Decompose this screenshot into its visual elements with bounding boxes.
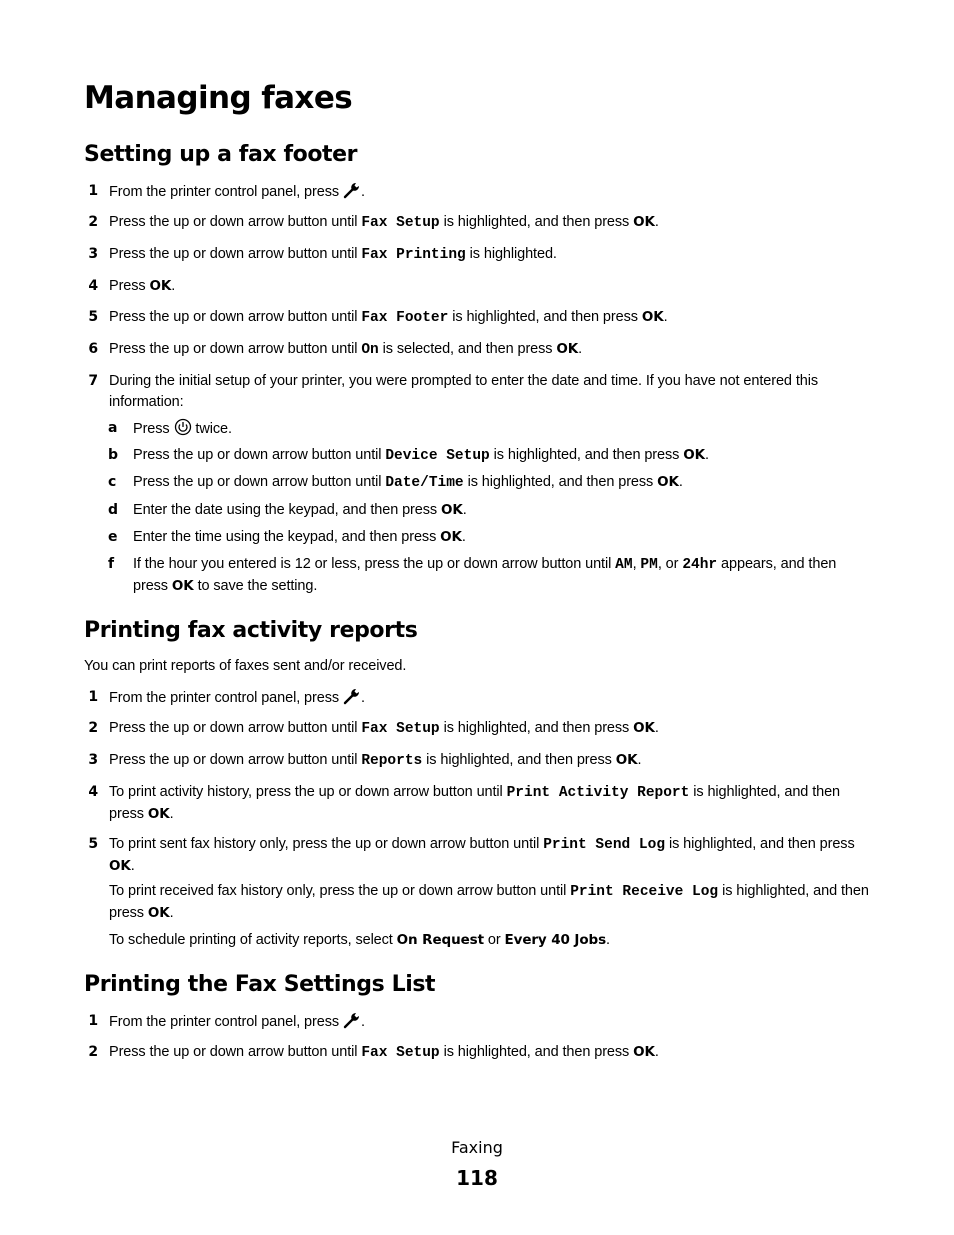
wrench-icon	[343, 1011, 361, 1036]
step-number: 2	[88, 214, 98, 230]
substep-letter: d	[108, 502, 118, 518]
step-note: To print received fax history only, press the up or down arrow button until Print Receive Log is highlighted, and then press OK.	[109, 883, 869, 921]
step-number: 2	[88, 1044, 98, 1060]
section-intro: You can print reports of faxes sent and/or received.	[84, 658, 407, 674]
step-number: 2	[88, 720, 98, 736]
section-heading-fax-footer: Setting up a fax footer	[84, 142, 358, 167]
substep-letter: e	[108, 529, 118, 545]
page-title: Managing faxes	[84, 80, 353, 116]
substep-letter: a	[108, 420, 118, 436]
step-number: 1	[88, 1013, 98, 1029]
section-heading-settings-list: Printing the Fax Settings List	[84, 972, 436, 997]
step-number: 4	[88, 784, 98, 800]
section-heading-activity-reports: Printing fax activity reports	[84, 618, 418, 643]
step-number: 5	[88, 309, 98, 325]
wrench-icon	[343, 181, 361, 206]
step-number: 5	[88, 836, 98, 852]
page-footer-label: Faxing	[451, 1138, 503, 1157]
power-start-icon	[174, 418, 192, 443]
page-number: 118	[456, 1166, 498, 1190]
step-number: 7	[88, 373, 98, 389]
substep-letter: f	[108, 556, 114, 572]
document-page: Managing faxes Setting up a fax footer 1 From the printer control panel, press . 2 Press the up or down arrow button until Fax Setup is highlighted, and then press OK. 3 Press the up or down arrow button until Fax Printing is highlighted. 4 Press OK. 5 Press the up or down arrow button until Fax Footer is highlighted, and then press OK. 6 Press the up or down arrow button until On is selected, and then press OK. 7 During the initial setup of your printer, you were prompted to enter the date and time. If you have not entered this information: a Press twice. b Press the up or down arrow button until Device Setup is highlighted, and then press OK. c Press the up or down arrow button until Date/Time is highlighted, and then press OK. d Enter the date using the keypad, and then press OK. e Enter the time using the keypad, and then press OK. f If the hour you entered is 12 or less, press the up or down arrow button until AM, PM, or 24hr appears, and then press OK to save the setting. Printing fax activity reports You can print reports of faxes sent and/or received. 1 From the printer control panel, press . 2 Press the up or down arrow button until Fax Setup is highlighted, and then press OK. 3 Press the up or down arrow button until Reports is highlighted, and then press OK. 4 To print activity history, press the up or down arrow button until Print Activity Report is highlighted, and then press OK. 5 To print sent fax history only, press the up or down arrow button until Print Send Log is highlighted, and then press OK. To print received fax history only, press the up or down arrow button until Print Receive Log is highlighted, and then press OK. To schedule printing of activity reports, select On Request or Every 40 Jobs. Printing the Fax Settings List 1 From the printer control panel, press . 2 Press the up or down arrow button until Fax Setup is highlighted, and then press OK. Faxing 118	[0, 0, 954, 1235]
substep-letter: c	[108, 474, 117, 490]
step-number: 1	[88, 183, 98, 199]
step-number: 6	[88, 341, 98, 357]
step-number: 3	[88, 246, 98, 262]
step-number: 4	[88, 278, 98, 294]
wrench-icon	[343, 687, 361, 712]
step-note: To schedule printing of activity reports, select On Request or Every 40 Jobs.	[109, 932, 610, 948]
step-number: 1	[88, 689, 98, 705]
substep-letter: b	[108, 447, 118, 463]
step-number: 3	[88, 752, 98, 768]
